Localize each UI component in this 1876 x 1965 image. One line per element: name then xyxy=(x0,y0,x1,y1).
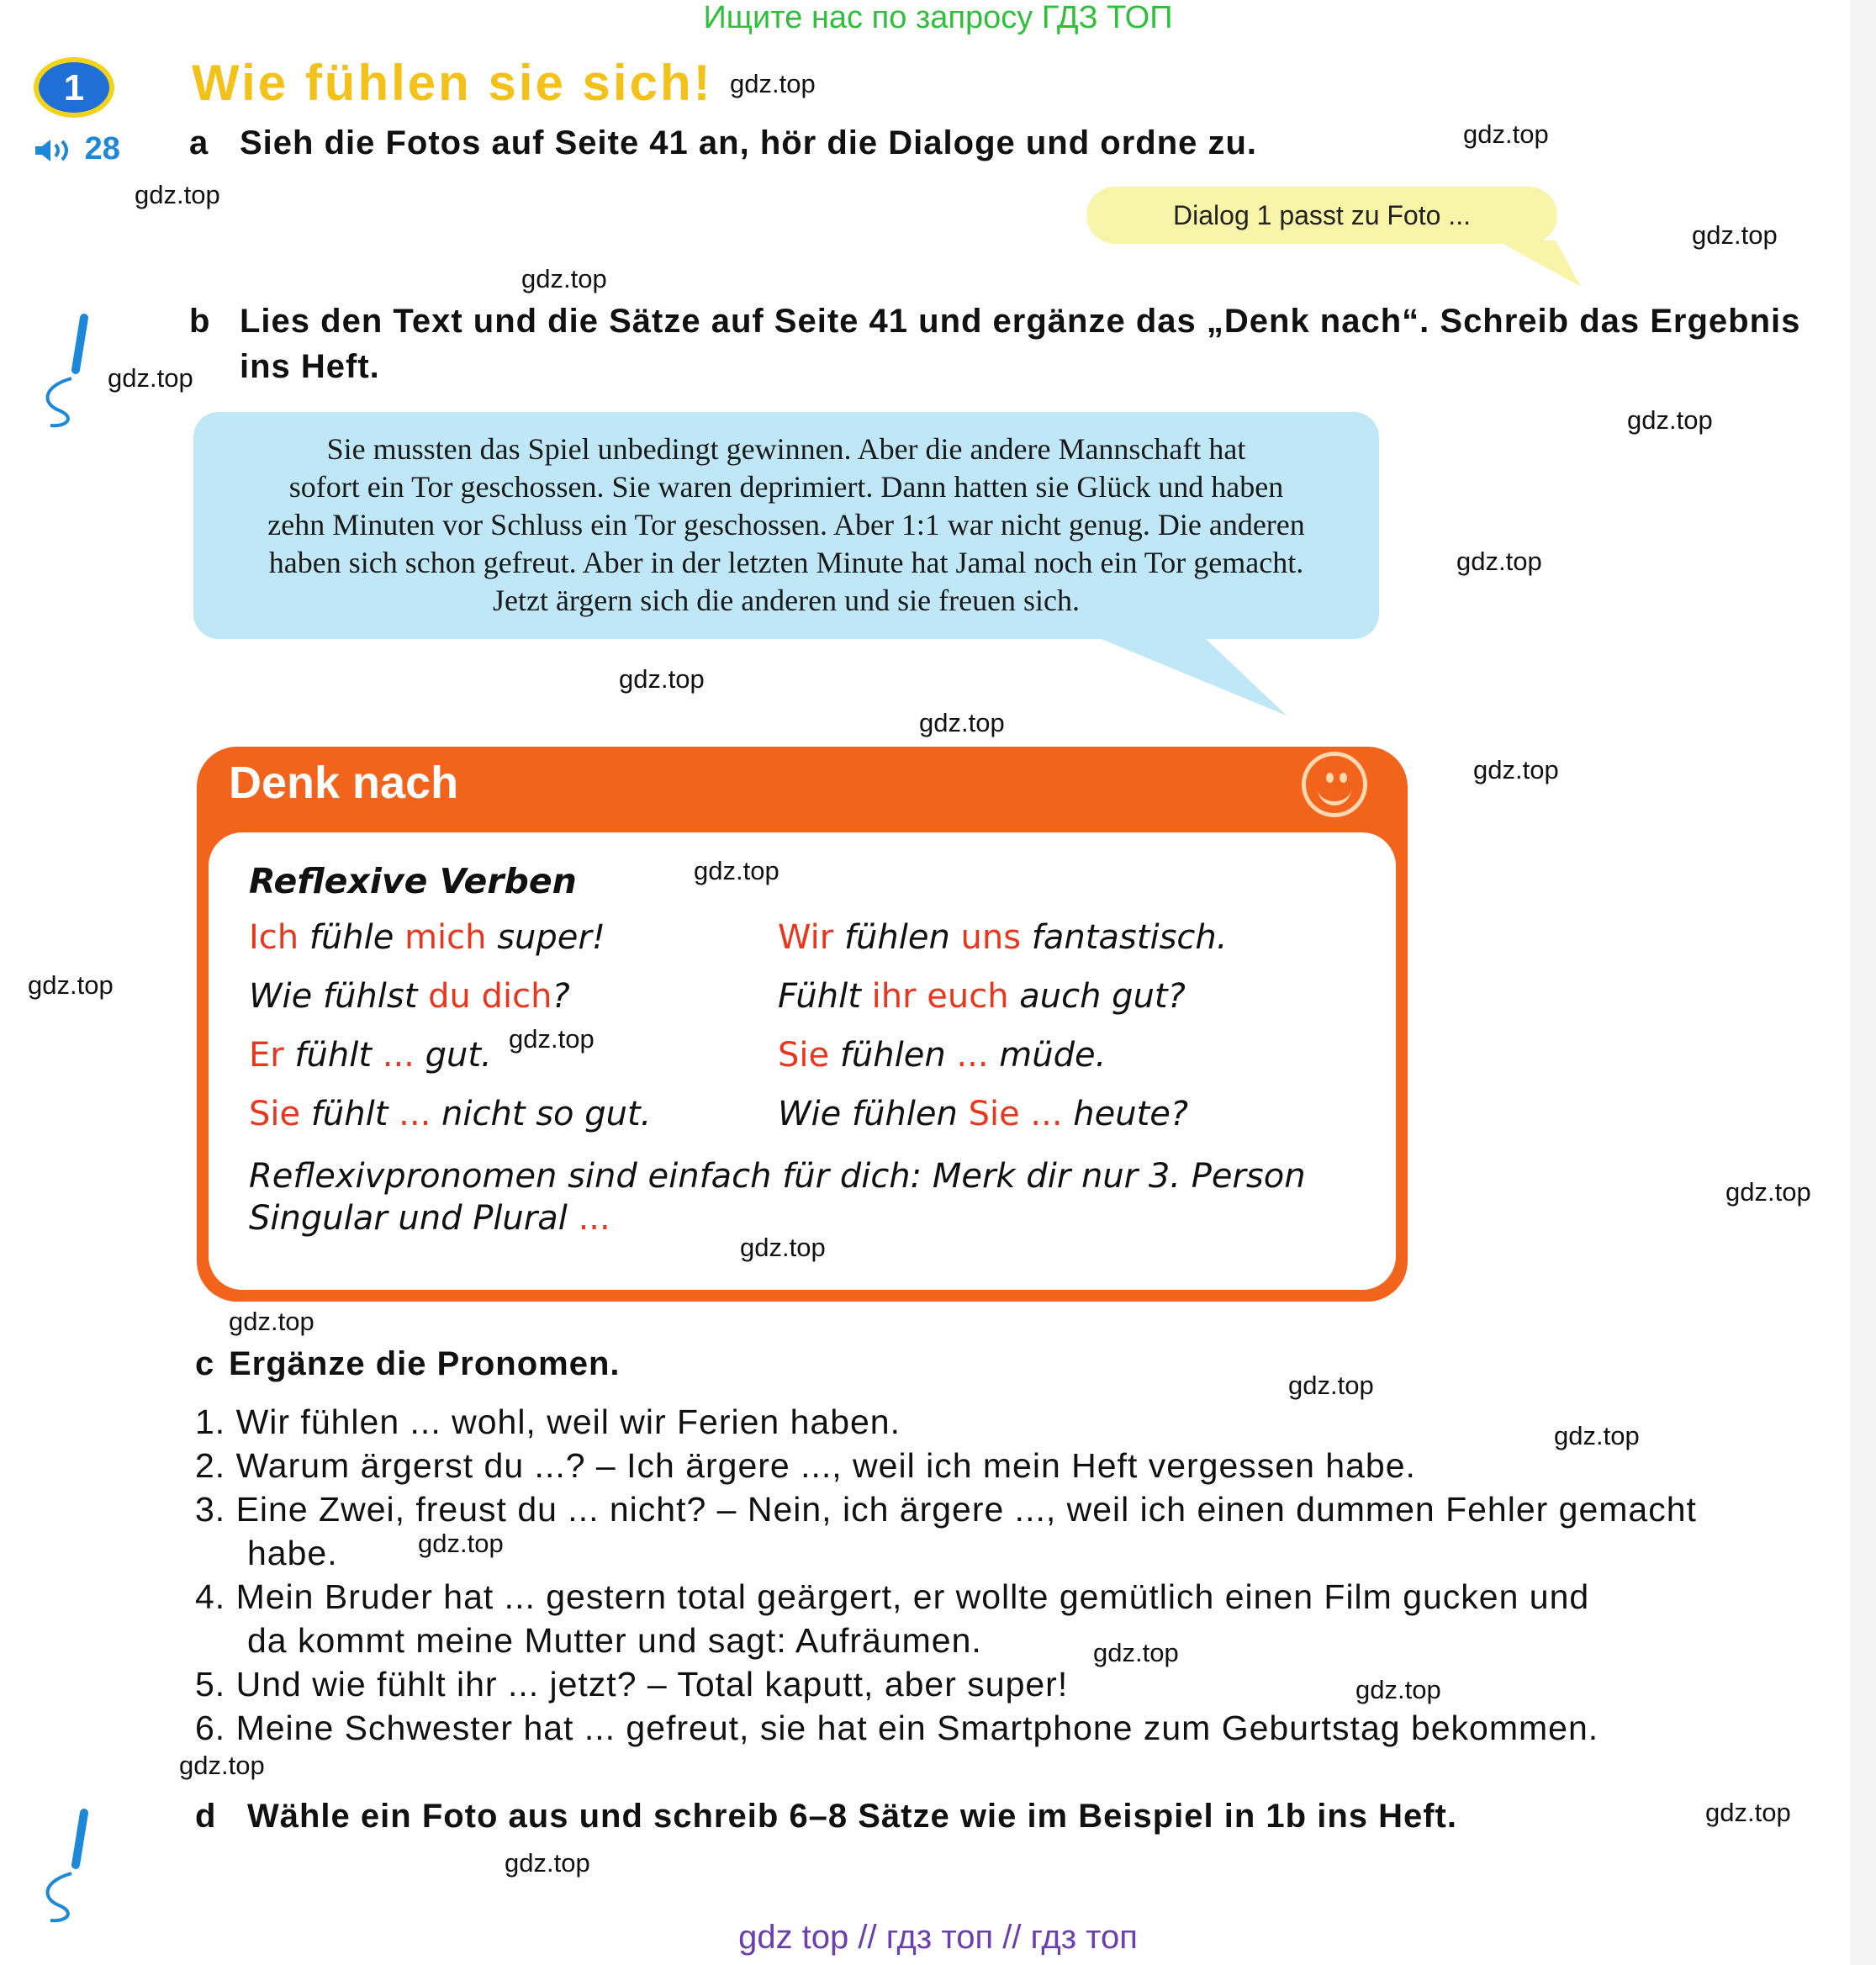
example-right-column xyxy=(778,916,1227,1135)
note-line: Reflexivpronomen sind einfach für dich: Merk dir nur 3. Person xyxy=(249,1157,1306,1196)
watermark: gdz.top xyxy=(505,1848,590,1878)
exercise-number-badge xyxy=(34,57,114,118)
watermark: gdz.top xyxy=(135,180,220,209)
task-d xyxy=(195,1798,1457,1836)
writing-pen-icon xyxy=(34,311,101,429)
exercise-title: Wie fühlen sie sich! xyxy=(192,55,713,111)
watermark: gdz.top xyxy=(1355,1675,1441,1704)
example-line: Wir fühlen uns fantastisch. xyxy=(778,918,1228,957)
task-b-line1: Lies den Text und die Sätze auf Seite 41 und ergänze das „Denk nach“. Schreib das Ergebnis xyxy=(240,303,1801,340)
task-d-letter: d xyxy=(195,1798,217,1835)
task-a-text: Sieh die Fotos auf Seite 41 an, hör die Dialoge und ordne zu. xyxy=(240,124,1258,161)
audio-track xyxy=(34,131,120,167)
list-item: 4. Mein Bruder hat ... gestern total geärgert, er wollte gemütlich einen Film gucken und xyxy=(195,1577,1590,1616)
hint-bubble: Dialog 1 passt zu Foto ... xyxy=(1086,187,1557,244)
watermark: gdz.top xyxy=(1627,405,1713,435)
example-line: Fühlt ihr euch auch gut? xyxy=(778,977,1186,1016)
task-b-line2: ins Heft. xyxy=(240,348,380,385)
speaker-icon xyxy=(34,138,76,163)
list-item-continuation: da kommt meine Mutter und sagt: Aufräumen. xyxy=(247,1621,982,1660)
task-c-text: Ergänze die Pronomen. xyxy=(229,1345,621,1382)
example-line: Wie fühlen Sie ... heute? xyxy=(778,1095,1189,1133)
task-a xyxy=(189,124,1257,162)
denk-nach-subtitle: Reflexive Verben xyxy=(249,861,577,901)
list-item: 1. Wir fühlen ... wohl, weil wir Ferien haben. xyxy=(195,1402,901,1441)
story-text xyxy=(219,431,1354,620)
watermark: gdz.top xyxy=(694,856,779,885)
watermark: gdz.top xyxy=(1705,1798,1791,1827)
watermark: gdz.top xyxy=(619,664,705,694)
smiley-icon xyxy=(1302,752,1367,817)
denk-nach-title: Denk nach xyxy=(229,758,459,808)
watermark: gdz.top xyxy=(1554,1421,1640,1450)
watermark: gdz.top xyxy=(108,363,193,393)
bottom-banner: gdz top // гдз топ // гдз топ xyxy=(738,1919,1138,1956)
watermark: gdz.top xyxy=(740,1233,826,1262)
watermark: gdz.top xyxy=(28,970,114,1000)
list-item: 6. Meine Schwester hat ... gefreut, sie hat ein Smartphone zum Geburtstag bekommen. xyxy=(195,1709,1599,1747)
top-banner: Ищите нас по запросу ГДЗ ТОП xyxy=(703,0,1173,35)
task-b-letter: b xyxy=(189,303,211,340)
list-item: 5. Und wie fühlt ihr ... jetzt? – Total kaputt, aber super! xyxy=(195,1665,1069,1704)
watermark: gdz.top xyxy=(418,1529,504,1558)
story-line: Sie mussten das Spiel unbedingt gewinnen. Aber die andere Mannschaft hat xyxy=(326,432,1246,466)
hint-bubble-tail xyxy=(1497,240,1589,291)
watermark: gdz.top xyxy=(521,264,607,293)
task-a-letter: a xyxy=(189,124,209,161)
example-line: Er fühlt ... gut. xyxy=(249,1036,492,1075)
watermark: gdz.top xyxy=(1692,220,1778,250)
exercise-list xyxy=(195,1402,1697,1752)
watermark: gdz.top xyxy=(509,1024,595,1054)
watermark: gdz.top xyxy=(1288,1371,1374,1400)
watermark: gdz.top xyxy=(1725,1177,1811,1207)
watermark: gdz.top xyxy=(1456,547,1542,576)
story-line: Jetzt ärgern sich die anderen und sie freuen sich. xyxy=(492,584,1081,617)
story-line: haben sich schon gefreut. Aber in der letzten Minute hat Jamal noch ein Tor gemacht. xyxy=(268,546,1304,579)
audio-track-number: 28 xyxy=(84,131,120,166)
task-c xyxy=(195,1345,621,1383)
example-line: Wie fühlst du dich? xyxy=(249,977,570,1016)
page-edge xyxy=(1850,0,1876,1965)
list-item: 3. Eine Zwei, freust du ... nicht? – Nein, ich ärgere ..., weil ich einen dummen Fehler gemacht xyxy=(195,1490,1697,1529)
watermark: gdz.top xyxy=(1093,1638,1179,1667)
task-c-letter: c xyxy=(195,1345,215,1382)
story-line: sofort ein Tor geschossen. Sie waren deprimiert. Dann hatten sie Glück und haben xyxy=(288,470,1284,504)
note-line-2: Singular und Plural ... xyxy=(249,1199,610,1238)
example-line: Ich fühle mich super! xyxy=(249,918,605,957)
watermark: gdz.top xyxy=(229,1307,314,1336)
watermark: gdz.top xyxy=(919,708,1005,737)
task-d-text: Wähle ein Foto aus und schreib 6–8 Sätze wie im Beispiel in 1b ins Heft. xyxy=(247,1798,1457,1835)
example-line: Sie fühlt ... nicht so gut. xyxy=(249,1095,652,1133)
watermark: gdz.top xyxy=(1473,755,1559,784)
watermark: gdz.top xyxy=(1463,119,1549,149)
story-line: zehn Minuten vor Schluss ein Tor geschossen. Aber 1:1 war nicht genug. Die anderen xyxy=(267,508,1305,541)
list-item: 2. Warum ärgerst du ...? – Ich ärgere ..., weil ich mein Heft vergessen habe. xyxy=(195,1446,1416,1485)
task-b xyxy=(189,303,1800,341)
watermark: gdz.top xyxy=(730,69,816,98)
exercise-number: 1 xyxy=(63,67,85,108)
denk-nach-note xyxy=(249,1155,1367,1239)
speech-bubble-tail xyxy=(1093,636,1312,720)
list-item-continuation: habe. xyxy=(247,1534,338,1572)
writing-pen-icon-2 xyxy=(34,1806,101,1924)
example-line: Sie fühlen ... müde. xyxy=(778,1036,1107,1075)
watermark: gdz.top xyxy=(179,1751,265,1780)
